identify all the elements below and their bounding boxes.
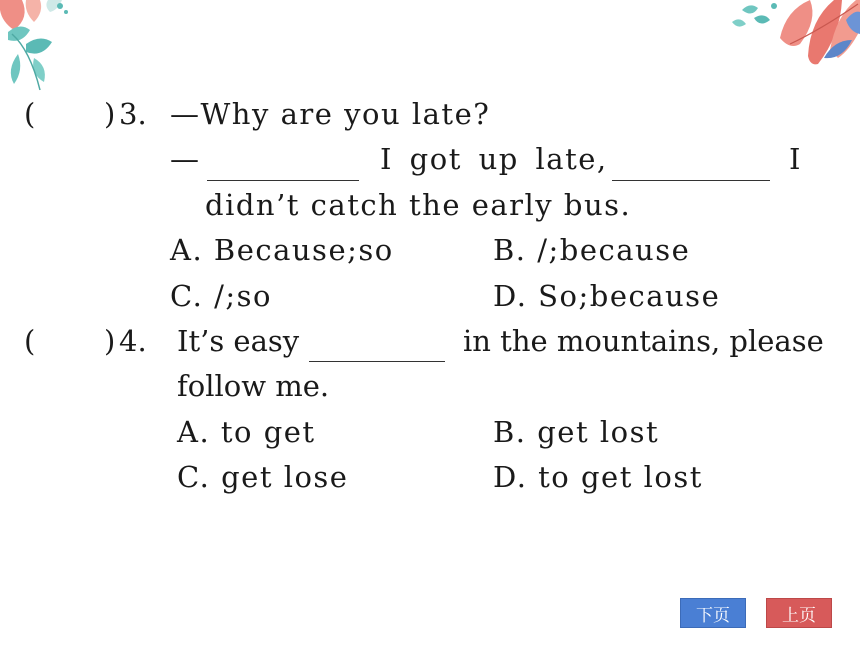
option-d: D. to get lost <box>493 460 703 494</box>
answer-paren-open: ( <box>24 97 36 131</box>
floral-leaves-icon-right <box>730 0 860 80</box>
option-a: A. Because;so <box>170 233 394 267</box>
option-b: B. /;because <box>493 233 691 267</box>
question-line: I <box>789 142 801 176</box>
question-line: follow me. <box>177 369 330 403</box>
option-a: A. to get <box>177 415 316 449</box>
option-b: B. get lost <box>493 415 660 449</box>
question-line: I got up late, <box>380 142 608 176</box>
question-dash: — <box>170 142 199 176</box>
answer-blank <box>207 180 359 181</box>
answer-paren-close: ) <box>104 324 116 358</box>
option-d: D. So;because <box>493 279 721 313</box>
answer-paren-close: ) <box>104 97 116 131</box>
question-number: 4. <box>119 324 147 358</box>
answer-blank <box>309 361 445 362</box>
next-page-button[interactable]: 下页 <box>680 598 746 628</box>
floral-leaves-icon-left <box>0 0 80 95</box>
question-number: 3. <box>119 97 147 131</box>
question-line: It’s easy <box>177 324 300 358</box>
question-line: in the mountains, please <box>463 324 824 358</box>
answer-paren-open: ( <box>24 324 36 358</box>
question-line: didn’t catch the early bus. <box>205 188 632 222</box>
answer-blank <box>612 180 770 181</box>
option-c: C. get lose <box>177 460 349 494</box>
option-c: C. /;so <box>170 279 272 313</box>
previous-page-button[interactable]: 上页 <box>766 598 832 628</box>
question-line: —Why are you late? <box>170 97 491 131</box>
